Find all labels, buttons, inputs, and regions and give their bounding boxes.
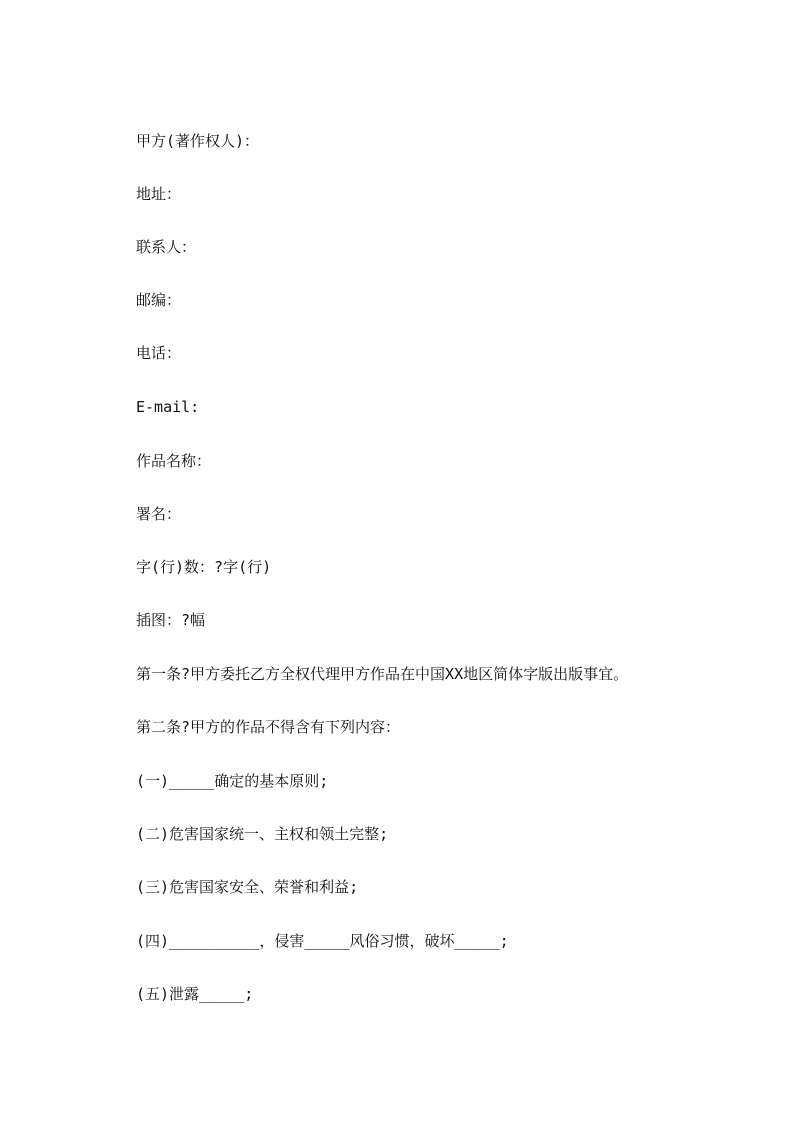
email-label: E-mail: [136,398,200,416]
word-count-label: 字(行)数：?字(行) [136,558,272,576]
work-title-label: 作品名称： [136,452,212,470]
clause-item-4: (四)__________，侵害_____风俗习惯，破坏_____; [136,932,509,950]
clause-item-1: (一)_____确定的基本原则; [136,772,329,790]
clause-item-2: (二)危害国家统一、主权和领土完整; [136,825,389,843]
article-one: 第一条?甲方委托乙方全权代理甲方作品在中国XX地区简体字版出版事宜。 [136,665,629,683]
clause-item-3: (三)危害国家安全、荣誉和利益; [136,878,359,896]
party-a-label: 甲方(著作权人)： [136,132,260,150]
contact-person-label: 联系人： [136,238,197,256]
illustrations-label: 插图：?幅 [136,611,206,629]
clause-item-5: (五)泄露_____; [136,985,254,1003]
byline-label: 署名： [136,505,182,523]
article-two: 第二条?甲方的作品不得含有下列内容： [136,718,401,736]
postcode-label: 邮编： [136,291,182,309]
phone-label: 电话： [136,344,182,362]
address-label: 地址： [136,185,182,203]
